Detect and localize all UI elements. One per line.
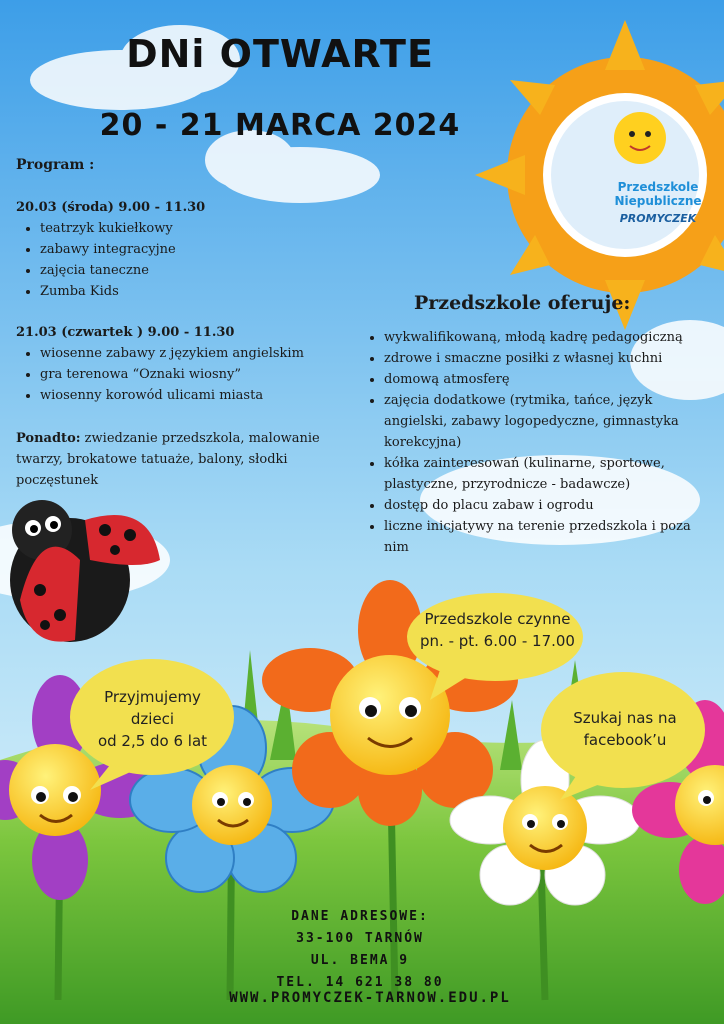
website-link[interactable]: WWW.PROMYCZEK-TARNOW.EDU.PL xyxy=(229,990,511,1006)
age-line1: Przyjmujemy xyxy=(104,688,201,706)
list-item: • dostęp do placu zabaw i ogrodu xyxy=(384,495,700,516)
age-bubble xyxy=(80,686,225,752)
hours-line2: pn. - pt. 6.00 - 17.00 xyxy=(420,632,575,650)
facebook-bubble xyxy=(550,707,700,751)
address-city: 33-100 TARNÓW xyxy=(296,931,424,946)
address-block xyxy=(180,906,540,994)
extra-text: zwiedzanie przedszkola, malowanie twarzy, brokatowe tatuaże, balony, słodki poczęstunek xyxy=(16,431,320,488)
offer-list xyxy=(360,327,700,558)
day2-heading: 21.03 (czwartek ) 9.00 - 11.30 xyxy=(16,325,235,340)
hours-bubble xyxy=(415,608,580,652)
list-item: • zdrowe i smaczne posiłki z własnej kuchni xyxy=(384,348,700,369)
day2-section xyxy=(16,322,346,406)
logo xyxy=(598,180,718,225)
hours-line1: Przedszkole czynne xyxy=(424,610,571,628)
fb-line1: Szukaj nas na xyxy=(573,709,677,727)
logo-line2: Niepubliczne xyxy=(614,194,702,208)
list-item: • wiosenny korowód ulicami miasta xyxy=(40,385,346,406)
age-line2: dzieci xyxy=(130,710,175,728)
age-line3: od 2,5 do 6 lat xyxy=(97,732,208,750)
list-item: • zabawy integracyjne xyxy=(40,239,336,260)
offer-title: Przedszkole oferuje: xyxy=(414,292,631,314)
fb-line2: facebook’u xyxy=(583,731,667,749)
page-title: DNi OTWARTE xyxy=(126,32,434,76)
address-heading: DANE ADRESOWE: xyxy=(291,909,429,924)
event-date: 20 - 21 MARCA 2024 xyxy=(99,108,461,143)
list-item: • Zumba Kids xyxy=(40,281,336,302)
list-item: • teatrzyk kukiełkowy xyxy=(40,218,336,239)
list-item: • kółka zainteresowań (kulinarne, sportowe, plastyczne, przyrodnicze - badawcze) xyxy=(384,453,700,495)
list-item: • zajęcia dodatkowe (rytmika, tańce, język angielski, zabawy logopedyczne, gimnastyka korekcyjna) xyxy=(384,390,700,453)
logo-line1: Przedszkole xyxy=(617,180,699,194)
address-street: UL. BEMA 9 xyxy=(310,953,410,968)
program-label: Program : xyxy=(16,157,95,173)
day1-section xyxy=(16,197,336,302)
address-phone: TEL. 14 621 38 80 xyxy=(276,975,444,990)
list-item: • liczne inicjatywy na terenie przedszkola i poza nim xyxy=(384,516,700,558)
list-item: • zajęcia taneczne xyxy=(40,260,336,281)
list-item: • wiosenne zabawy z językiem angielskim xyxy=(40,343,346,364)
day1-heading: 20.03 (środa) 9.00 - 11.30 xyxy=(16,200,206,215)
logo-line3: PROMYCZEK xyxy=(619,212,697,225)
extra-label: Ponadto: xyxy=(16,431,81,446)
list-item: • wykwalifikowaną, młodą kadrę pedagogiczną xyxy=(384,327,700,348)
list-item: • gra terenowa “Oznaki wiosny” xyxy=(40,364,346,385)
extra-activities xyxy=(16,428,326,491)
list-item: • domową atmosferę xyxy=(384,369,700,390)
